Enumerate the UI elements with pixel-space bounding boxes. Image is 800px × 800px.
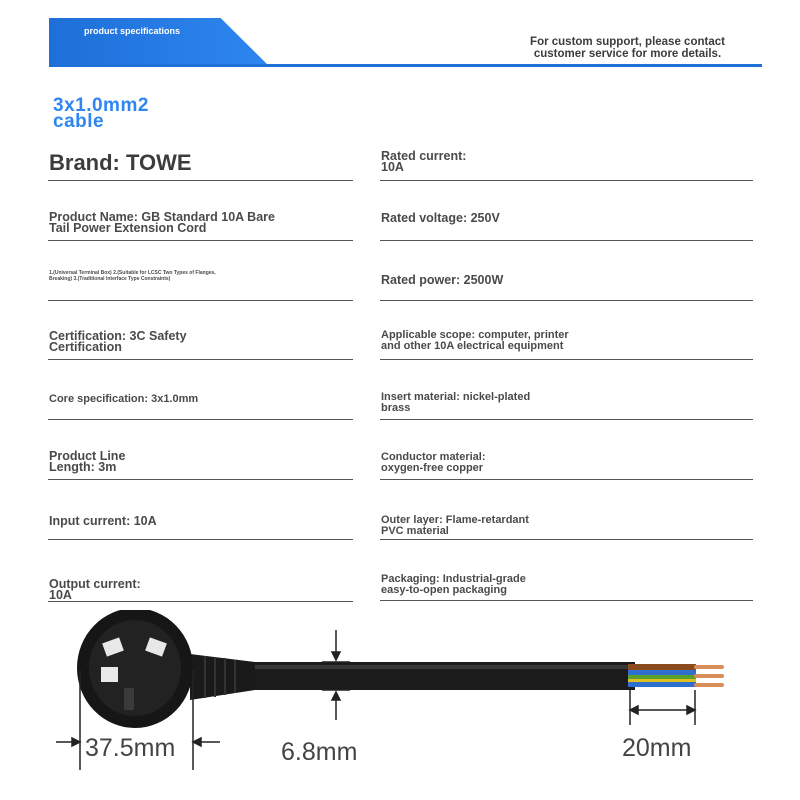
spec-rated-power-text: Rated power: 2500W (381, 273, 504, 287)
spec-rated-current-text: Rated current: 10A (381, 149, 467, 174)
header-rule (49, 64, 762, 67)
spec-rated-voltage (380, 200, 753, 241)
spec-outer-layer-text: Outer layer: Flame-retardant PVC material (381, 514, 529, 537)
spec-core-text: Core specification: 3x1.0mm (49, 393, 199, 405)
cable-highlight (250, 665, 635, 669)
spec-output-current (48, 560, 353, 602)
dim-strip-length (630, 690, 695, 725)
spec-outer-layer (380, 500, 753, 540)
spec-core (48, 380, 353, 420)
spec-line-length (48, 440, 353, 480)
copper-end-1 (694, 665, 724, 669)
power-cord-illustration (0, 610, 800, 800)
support-note: For custom support, please contact customer service for more details. (530, 36, 725, 60)
spec-insert-material (380, 380, 753, 420)
spec-rated-voltage-text: Rated voltage: 250V (381, 211, 500, 225)
copper-end-2 (694, 674, 724, 678)
spec-input-current (48, 500, 353, 540)
spec-line-length-text: Product Line Length: 3m (49, 449, 126, 474)
dim-cable-diameter-label: 6.8mm (281, 738, 358, 766)
spec-product-name (48, 200, 353, 241)
spec-conductor-material (380, 440, 753, 480)
spec-brand-text: Brand: TOWE (49, 150, 192, 175)
dim-strip-length-label: 20mm (622, 734, 692, 762)
plug-mark (124, 688, 134, 710)
spec-insert-material-text: Insert material: nickel-plated brass (381, 391, 531, 414)
spec-output-current-text: Output current: 10A (49, 577, 141, 602)
spec-product-name-text: Product Name: GB Standard 10A Bare Tail Power Extension Cord (49, 210, 275, 235)
wire-brown (628, 664, 696, 670)
copper-end-3 (694, 683, 724, 687)
spec-packaging-text: Packaging: Industrial-grade easy-to-open packaging (381, 573, 526, 596)
header-tab-label: product specifications (84, 26, 181, 36)
strain-relief (190, 654, 255, 700)
wire-blue (628, 670, 696, 675)
cable-title: 3x1.0mm2 cable (53, 95, 149, 132)
spec-features-text: 1.(Universal Terminal Box) 2.(Suitable for LCSC Two Types of Flanges, Breaking) 3.(Traditional Interface Type Constraints) (49, 270, 216, 282)
spec-applicable-scope-text: Applicable scope: computer, printer and other 10A electrical equipment (381, 329, 569, 352)
wire-blue-2 (628, 682, 696, 687)
spec-applicable-scope (380, 320, 753, 360)
spec-certification (48, 320, 353, 360)
plug-pin-3 (101, 667, 118, 682)
spec-certification-text: Certification: 3C Safety Certification (49, 329, 187, 354)
spec-packaging (380, 560, 753, 601)
spec-features (48, 260, 353, 301)
spec-brand (48, 140, 353, 181)
spec-input-current-text: Input current: 10A (49, 514, 157, 528)
spec-rated-power (380, 260, 753, 301)
spec-conductor-material-text: Conductor material: oxygen-free copper (381, 451, 486, 474)
dim-plug-width-label: 37.5mm (85, 734, 176, 762)
spec-rated-current (380, 140, 753, 181)
wire-yellow-stripe (628, 679, 696, 682)
